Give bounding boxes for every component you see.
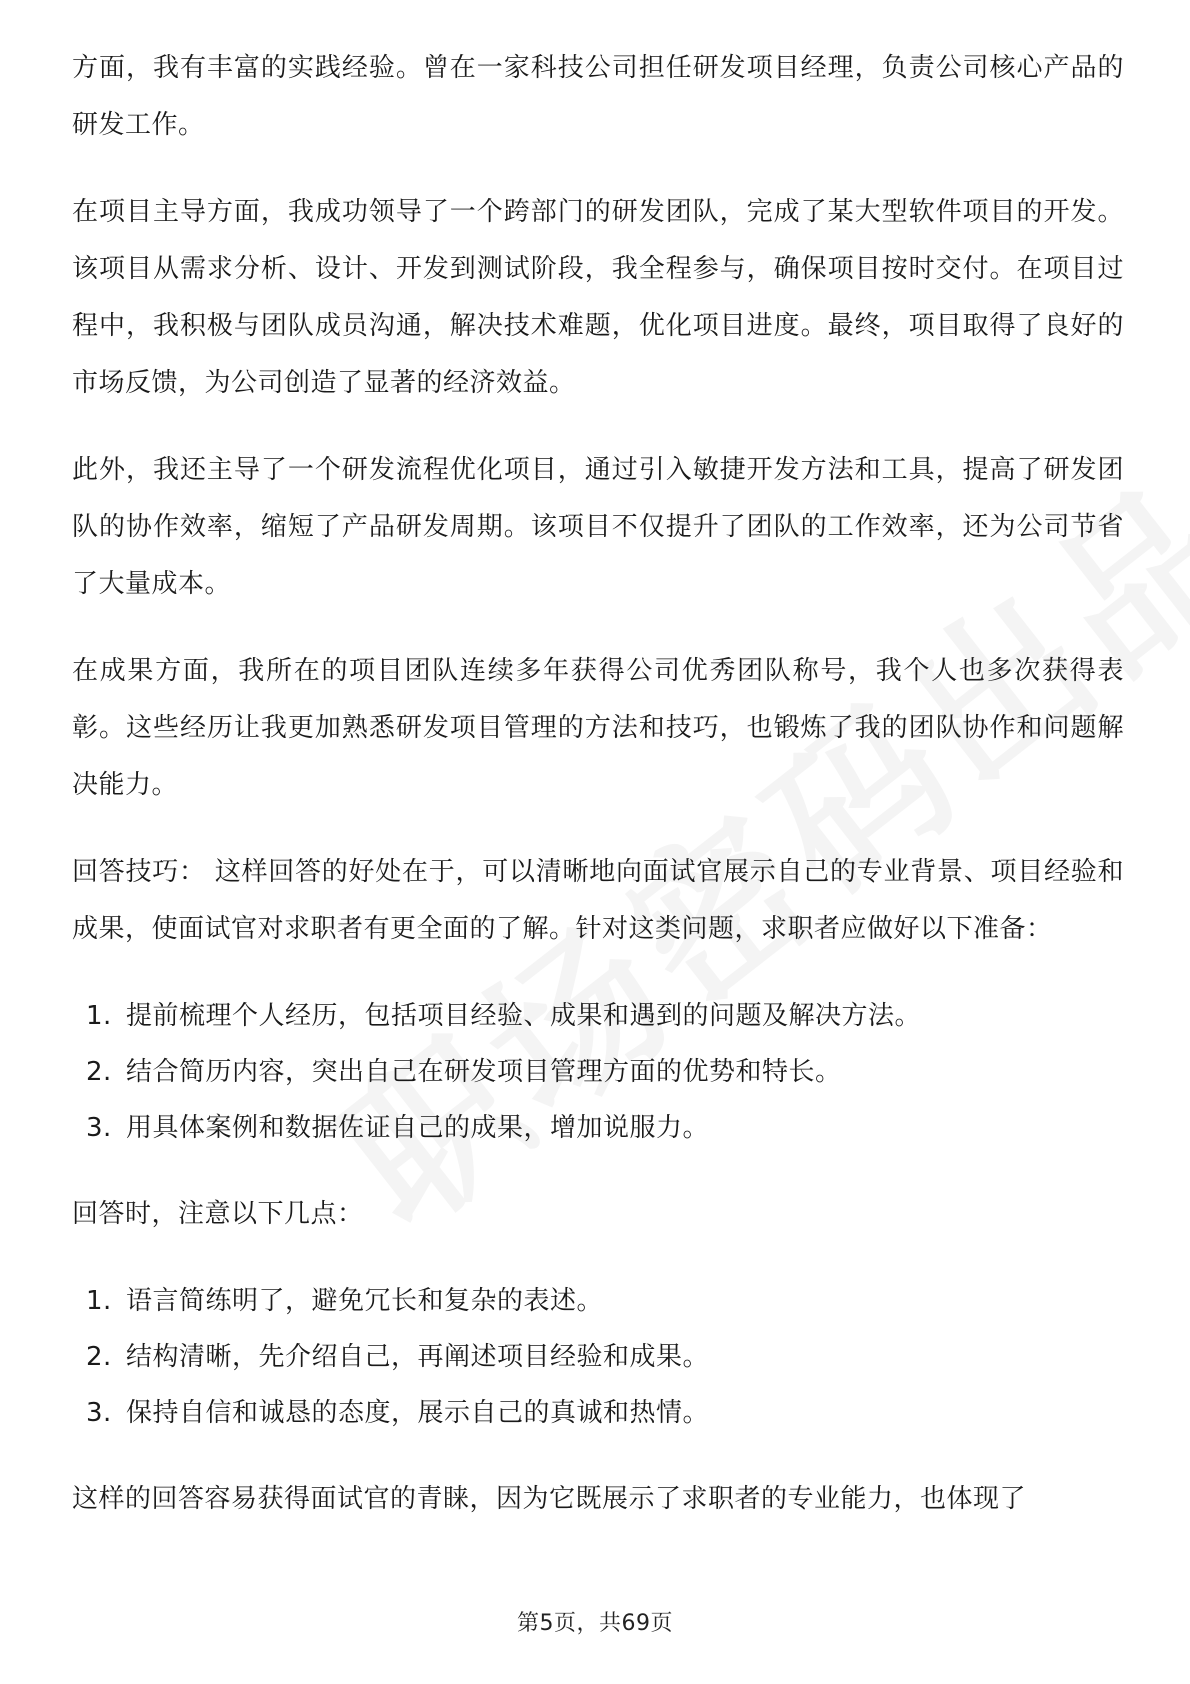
- list-number: 1.: [86, 1286, 112, 1316]
- list-item: [72, 1044, 1124, 1100]
- list-number: 3.: [86, 1113, 112, 1143]
- list-number: 3.: [86, 1398, 112, 1428]
- list-number: 2.: [86, 1342, 112, 1372]
- paragraph-6: 回答时，注意以下几点：: [72, 1199, 364, 1229]
- document-body: [72, 40, 1124, 1558]
- list-item: [72, 1385, 1124, 1441]
- paragraph-7: 这样的回答容易获得面试官的青睐，因为它既展示了求职者的专业能力，也体现了: [72, 1484, 1027, 1514]
- list-number: 1.: [86, 1001, 112, 1031]
- list-item: [72, 1273, 1124, 1329]
- list-text: 提前梳理个人经历，包括项目经验、成果和遇到的问题及解决方法。: [126, 1001, 922, 1031]
- list-text: 用具体案例和数据佐证自己的成果，增加说服力。: [126, 1113, 710, 1143]
- list-number: 2.: [86, 1057, 112, 1087]
- notes-list: [72, 1273, 1124, 1441]
- paragraph-1: 方面，我有丰富的实践经验。曾在一家科技公司担任研发项目经理，负责公司核心产品的研发工作。: [72, 53, 1124, 140]
- list-text: 结合简历内容，突出自己在研发项目管理方面的优势和特长。: [126, 1057, 842, 1087]
- list-item: [72, 1100, 1124, 1156]
- paragraph-4: 在成果方面，我所在的项目团队连续多年获得公司优秀团队称号，我个人也多次获得表彰。这些经历让我更加熟悉研发项目管理的方法和技巧，也锻炼了我的团队协作和问题解决能力。: [72, 656, 1124, 800]
- paragraph-5: 回答技巧： 这样回答的好处在于，可以清晰地向面试官展示自己的专业背景、项目经验和成果，使面试官对求职者有更全面的了解。针对这类问题，求职者应做好以下准备：: [72, 857, 1124, 944]
- preparation-list: [72, 988, 1124, 1156]
- paragraph-3: 此外，我还主导了一个研发流程优化项目，通过引入敏捷开发方法和工具，提高了研发团队的协作效率，缩短了产品研发周期。该项目不仅提升了团队的工作效率，还为公司节省了大量成本。: [72, 455, 1124, 599]
- paragraph-2: 在项目主导方面，我成功领导了一个跨部门的研发团队，完成了某大型软件项目的开发。该项目从需求分析、设计、开发到测试阶段，我全程参与，确保项目按时交付。在项目过程中，我积极与团队成员沟通，解决技术难题，优化项目进度。最终，项目取得了良好的市场反馈，为公司创造了显著的经济效益。: [72, 197, 1124, 398]
- list-item: [72, 1329, 1124, 1385]
- list-text: 保持自信和诚恳的态度，展示自己的真诚和热情。: [126, 1398, 710, 1428]
- list-text: 语言简练明了，避免冗长和复杂的表述。: [126, 1286, 604, 1316]
- list-text: 结构清晰，先介绍自己，再阐述项目经验和成果。: [126, 1342, 710, 1372]
- page-number: 第5页，共69页: [517, 1611, 673, 1636]
- list-item: [72, 988, 1124, 1044]
